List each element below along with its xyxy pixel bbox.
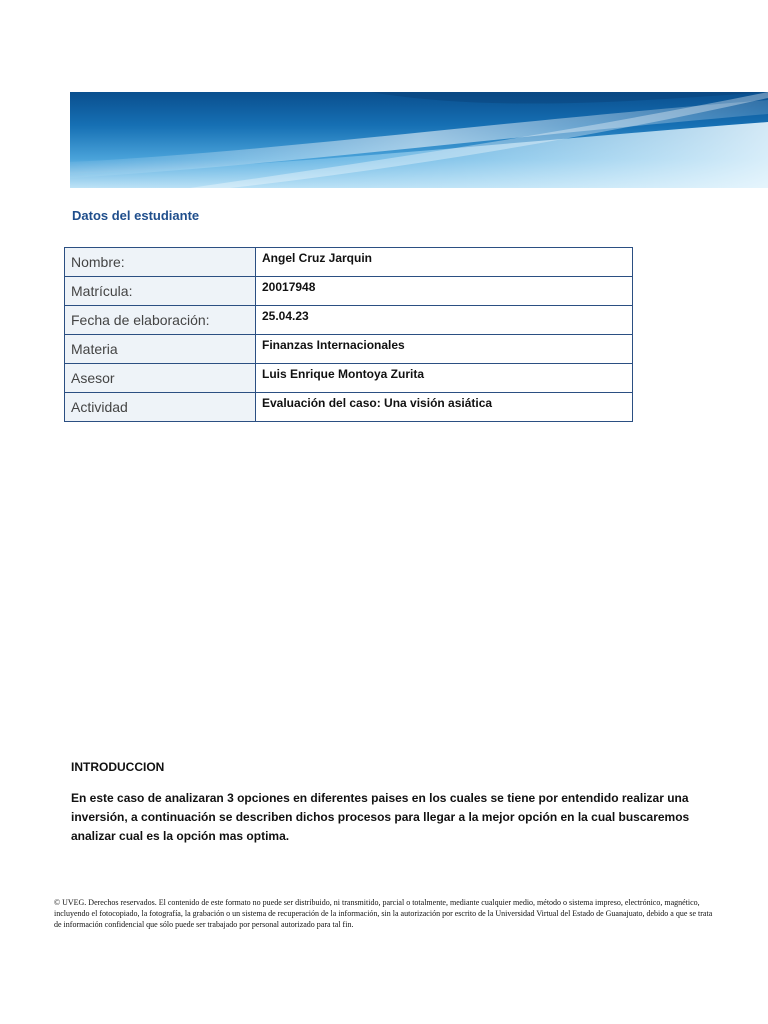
row-label: Asesor bbox=[65, 364, 256, 393]
row-label: Nombre: bbox=[65, 248, 256, 277]
section-title: Datos del estudiante bbox=[72, 208, 200, 223]
student-data-table bbox=[64, 247, 633, 422]
row-label: Materia bbox=[65, 335, 256, 364]
row-value: 20017948 bbox=[256, 277, 633, 306]
banner-swoosh-graphic bbox=[70, 92, 768, 188]
table-row bbox=[65, 393, 633, 422]
row-label: Fecha de elaboración: bbox=[65, 306, 256, 335]
row-value: Luis Enrique Montoya Zurita bbox=[256, 364, 633, 393]
row-value: Angel Cruz Jarquin bbox=[256, 248, 633, 277]
table-row bbox=[65, 364, 633, 393]
row-value: 25.04.23 bbox=[256, 306, 633, 335]
table-row bbox=[65, 306, 633, 335]
table-row bbox=[65, 277, 633, 306]
copyright-footer: © UVEG. Derechos reservados. El contenido de este formato no puede ser distribuido, ni transmitido, parcial o totalmente, mediante cualquier medio, método o sistema impreso, electrónico, magnético, incluyendo el fotocopiado, la fotografía, la grabación o un sistema de recuperación de la información, sin la autorización por escrito de la Universidad Virtual del Estado de Guanajuato, debido a que se trata de información confidencial que sólo puede ser trabajado por personal autorizado para tal fin. bbox=[54, 898, 713, 929]
row-value: Evaluación del caso: Una visión asiática bbox=[256, 393, 633, 422]
table-row bbox=[65, 335, 633, 364]
intro-title: INTRODUCCION bbox=[71, 760, 165, 774]
row-label: Matrícula: bbox=[65, 277, 256, 306]
table-row bbox=[65, 248, 633, 277]
row-label: Actividad bbox=[65, 393, 256, 422]
header-banner bbox=[70, 92, 768, 188]
row-value: Finanzas Internacionales bbox=[256, 335, 633, 364]
intro-text: En este caso de analizaran 3 opciones en diferentes paises en los cuales se tiene por entendido realizar una inversión, a continuación se describen dichos procesos para llegar a la mejor opción en la cual buscaremos analizar cual es la opción mas optima. bbox=[71, 791, 690, 843]
